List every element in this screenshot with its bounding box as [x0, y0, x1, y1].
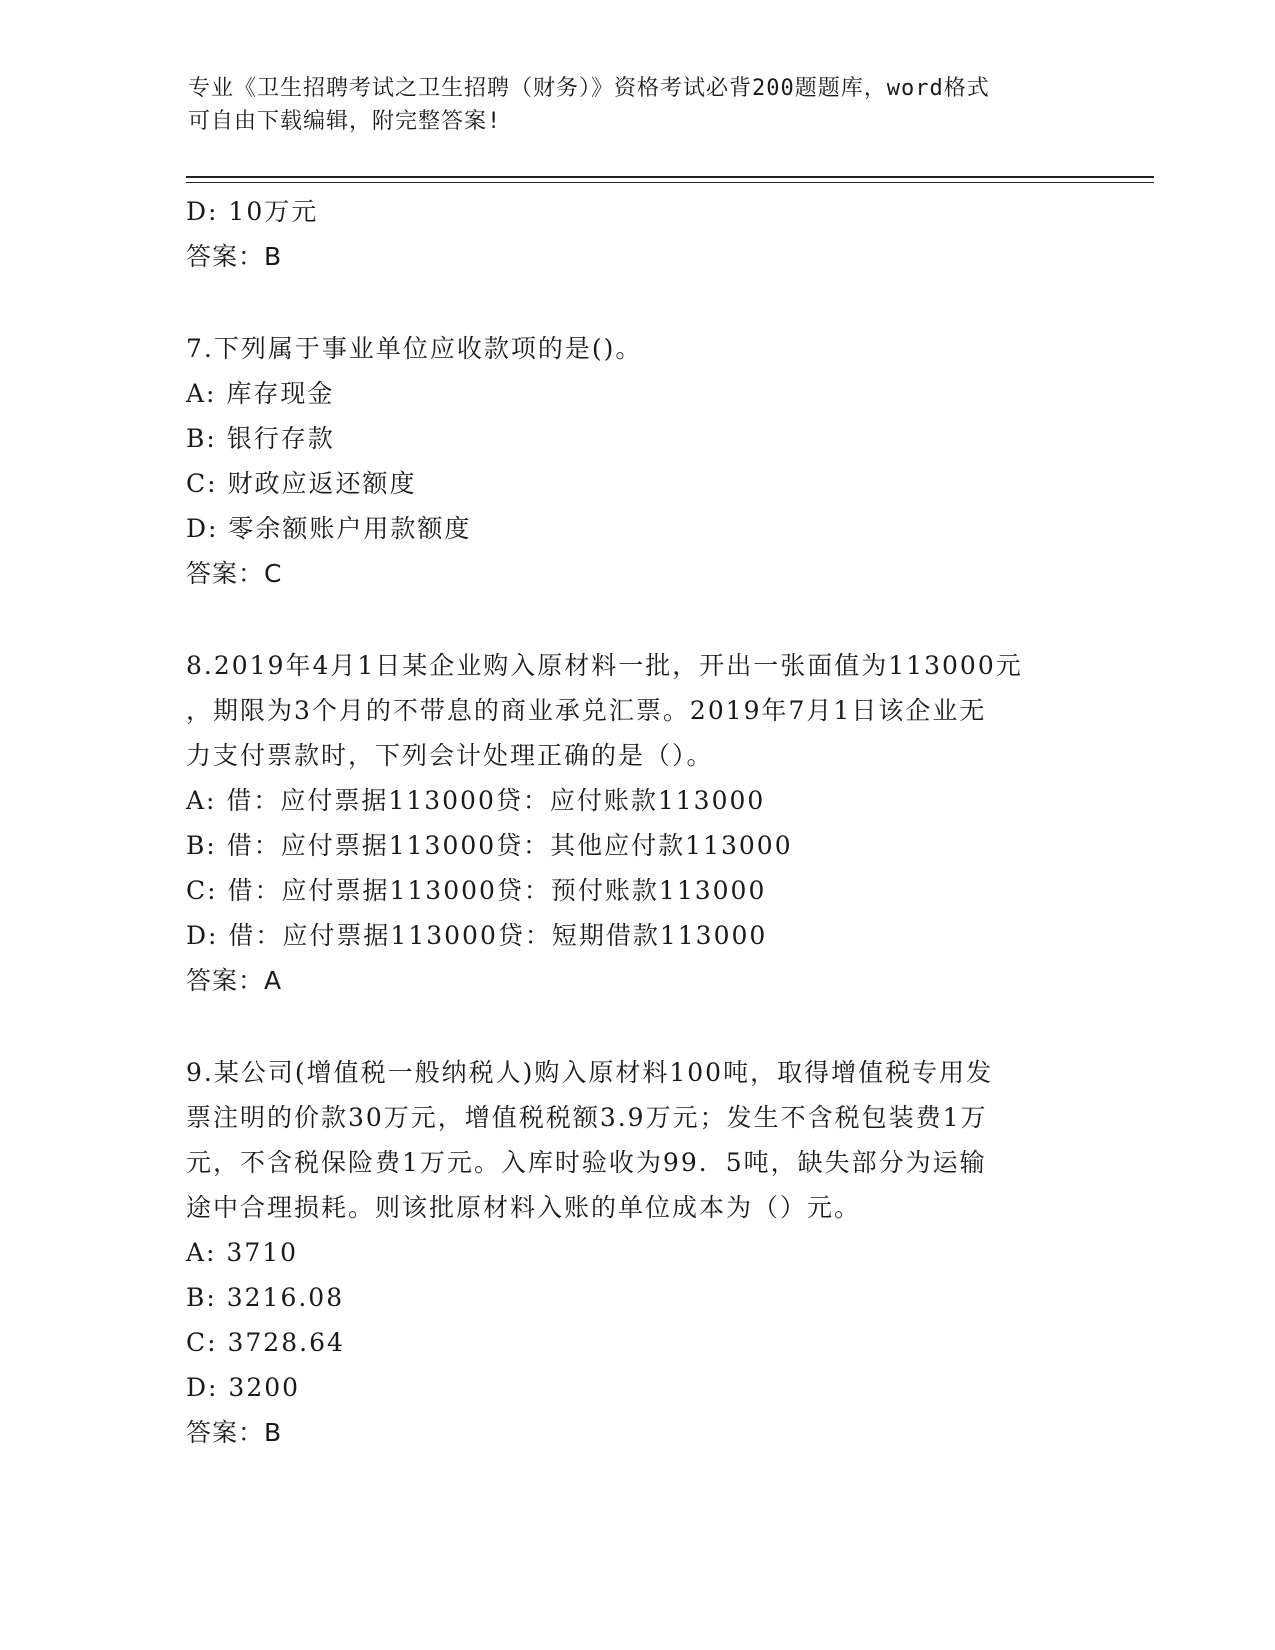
question-stem: 7.下列属于事业单位应收款项的是()。 — [186, 334, 643, 363]
option-d: D: 零余额账户用款额度 — [186, 514, 472, 543]
option-b: B: 借：应付票据113000贷：其他应付款113000 — [186, 831, 793, 860]
header-divider-thick — [186, 176, 1154, 178]
option-c: C: 借：应付票据113000贷：预付账款113000 — [186, 876, 767, 905]
option-d: D: 3200 — [186, 1373, 301, 1402]
header-divider-thin — [186, 182, 1154, 183]
question-8 — [186, 643, 1086, 1003]
answer-label: 答案：B — [186, 242, 283, 271]
spacer — [186, 279, 1086, 326]
question-stem-line: 9.某公司(增值税一般纳税人)购入原材料100吨，取得增值税专用发 — [186, 1058, 994, 1087]
option-c: C: 财政应返还额度 — [186, 469, 417, 498]
option-a: A: 3710 — [186, 1238, 299, 1267]
option-b: B: 3216.08 — [186, 1283, 345, 1312]
answer-label: 答案：C — [186, 559, 283, 588]
header-line-2: 可自由下载编辑，附完整答案! — [188, 109, 502, 134]
option-b: B: 银行存款 — [186, 424, 335, 453]
question-content — [186, 189, 1086, 1455]
option-c: C: 3728.64 — [186, 1328, 345, 1357]
option-d: D: 借：应付票据113000贷：短期借款113000 — [186, 921, 768, 950]
spacer — [186, 596, 1086, 643]
option-d: D: 10万元 — [186, 197, 319, 226]
question-stem-line: 途中合理损耗。则该批原材料入账的单位成本为（）元。 — [186, 1193, 862, 1222]
question-7 — [186, 326, 1086, 596]
answer-label: 答案：B — [186, 1418, 283, 1447]
spacer — [186, 1003, 1086, 1050]
previous-question-tail — [186, 189, 1086, 279]
question-stem-line: ，期限为3个月的不带息的商业承兑汇票。2019年7月1日该企业无 — [186, 696, 987, 725]
question-stem-line: 8.2019年4月1日某企业购入原材料一批，开出一张面值为113000元 — [186, 651, 1023, 680]
answer-label: 答案：A — [186, 966, 283, 995]
question-stem-line: 票注明的价款30万元，增值税税额3.9万元；发生不含税包装费1万 — [186, 1103, 988, 1132]
header-line-1: 专业《卫生招聘考试之卫生招聘（财务）》资格考试必背200题题库，word格式 — [188, 76, 990, 101]
option-a: A: 库存现金 — [186, 379, 335, 408]
option-a: A: 借：应付票据113000贷：应付账款113000 — [186, 786, 766, 815]
document-header — [188, 72, 1068, 138]
question-9 — [186, 1050, 1086, 1455]
question-stem-line: 力支付票款时，下列会计处理正确的是（）。 — [186, 741, 714, 770]
question-stem-line: 元，不含税保险费1万元。入库时验收为99．5吨，缺失部分为运输 — [186, 1148, 987, 1177]
